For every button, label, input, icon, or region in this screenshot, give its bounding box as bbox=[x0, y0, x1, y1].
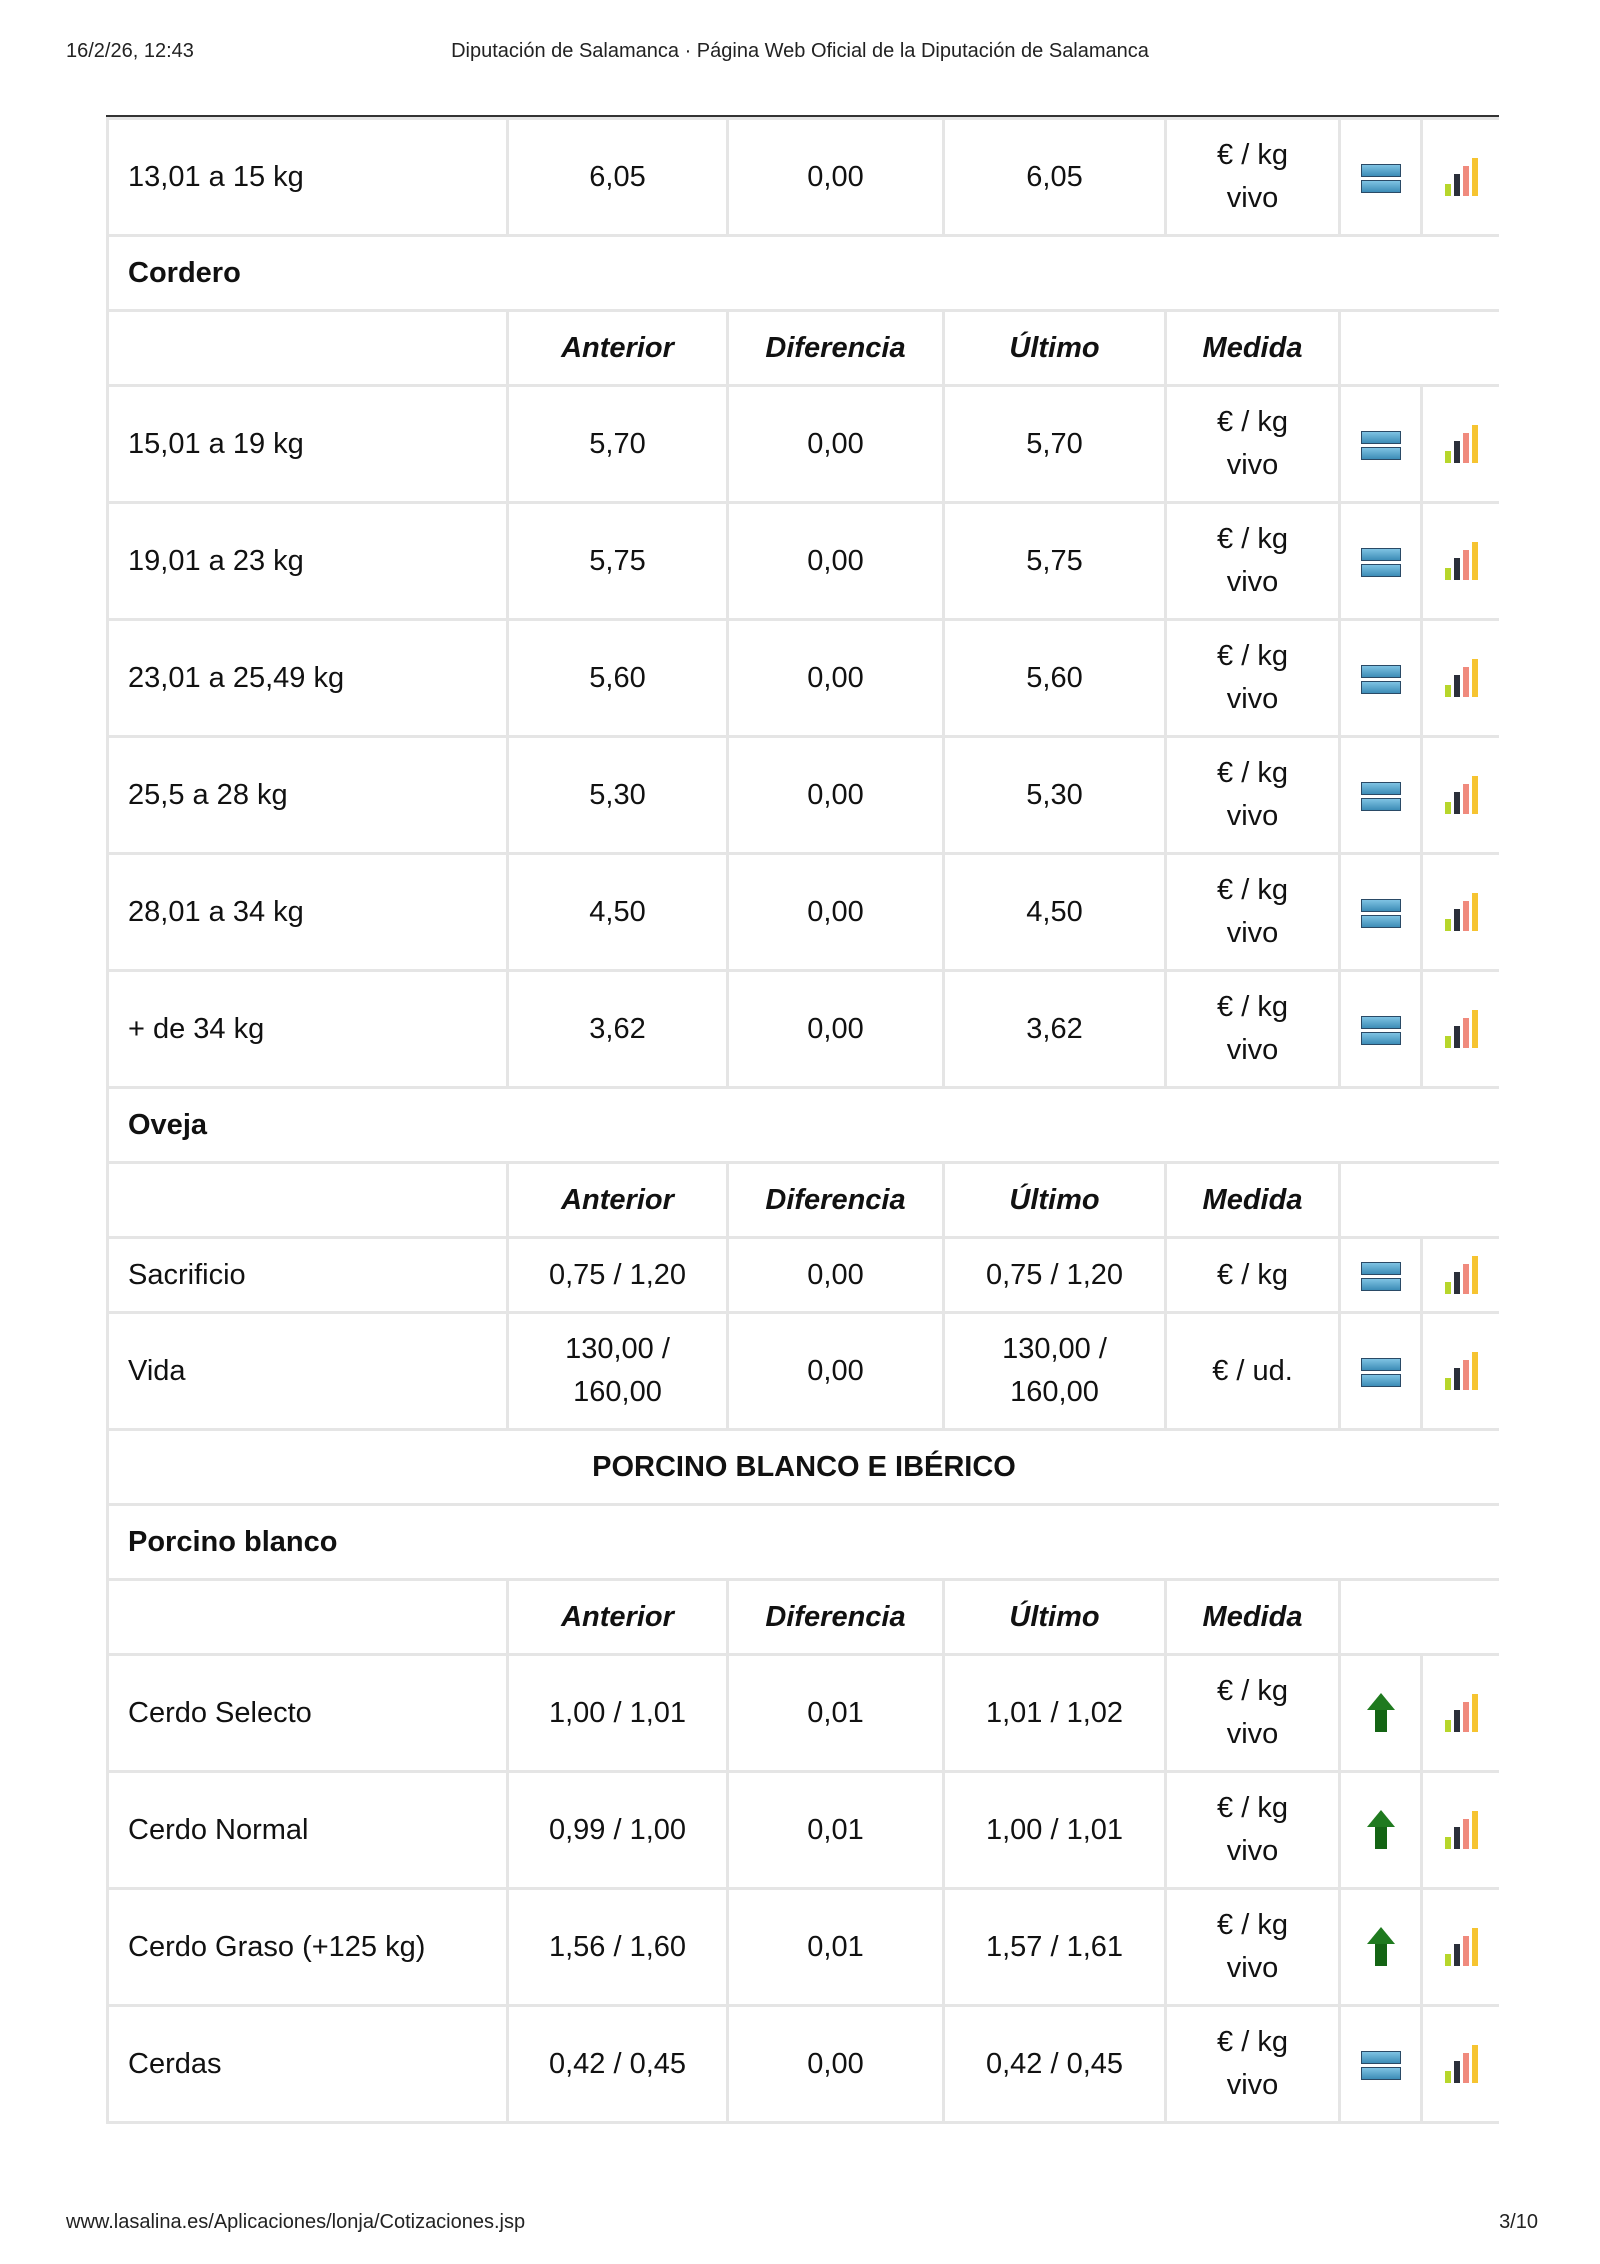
header-ultimo: Último bbox=[944, 1580, 1166, 1655]
equal-icon bbox=[1361, 782, 1401, 810]
ultimo-cell: 1,57 / 1,61 bbox=[944, 1889, 1166, 2006]
trend-up-arrow-icon bbox=[1367, 1693, 1395, 1733]
table-row bbox=[108, 1655, 1500, 1772]
header-diferencia: Diferencia bbox=[728, 311, 944, 386]
ultimo-cell: 0,42 / 0,45 bbox=[944, 2006, 1166, 2123]
diferencia-cell: 0,01 bbox=[728, 1772, 944, 1889]
trend-up-arrow-icon bbox=[1367, 1810, 1395, 1850]
trend-cell bbox=[1340, 503, 1422, 620]
medida-cell: € / kg vivo bbox=[1166, 503, 1340, 620]
product-cell: Cerdo Normal bbox=[108, 1772, 508, 1889]
print-footer bbox=[0, 2211, 1600, 2241]
equal-icon bbox=[1361, 1358, 1401, 1386]
medida-cell: € / kg vivo bbox=[1166, 971, 1340, 1088]
anterior-cell: 0,42 / 0,45 bbox=[508, 2006, 728, 2123]
anterior-cell: 4,50 bbox=[508, 854, 728, 971]
header-anterior: Anterior bbox=[508, 1163, 728, 1238]
column-header-row bbox=[108, 311, 1500, 386]
trend-cell bbox=[1340, 620, 1422, 737]
anterior-cell: 5,70 bbox=[508, 386, 728, 503]
product-cell: 19,01 a 23 kg bbox=[108, 503, 508, 620]
print-header bbox=[0, 40, 1600, 70]
medida-cell: € / kg vivo bbox=[1166, 1772, 1340, 1889]
anterior-cell: 3,62 bbox=[508, 971, 728, 1088]
header-diferencia: Diferencia bbox=[728, 1163, 944, 1238]
diferencia-cell: 0,00 bbox=[728, 737, 944, 854]
category-row-porcino-blanco bbox=[108, 1505, 1500, 1580]
anterior-cell: 5,30 bbox=[508, 737, 728, 854]
chart-cell[interactable] bbox=[1422, 1238, 1500, 1313]
diferencia-cell: 0,00 bbox=[728, 1238, 944, 1313]
equal-icon bbox=[1361, 548, 1401, 576]
header-medida: Medida bbox=[1166, 1163, 1340, 1238]
anterior-cell: 1,00 / 1,01 bbox=[508, 1655, 728, 1772]
chart-cell[interactable] bbox=[1422, 971, 1500, 1088]
chart-cell[interactable] bbox=[1422, 2006, 1500, 2123]
ultimo-cell: 5,30 bbox=[944, 737, 1166, 854]
trend-cell bbox=[1340, 1655, 1422, 1772]
chart-cell[interactable] bbox=[1422, 386, 1500, 503]
medida-cell: € / kg vivo bbox=[1166, 620, 1340, 737]
ultimo-cell: 4,50 bbox=[944, 854, 1166, 971]
anterior-cell: 0,99 / 1,00 bbox=[508, 1772, 728, 1889]
product-cell: 25,5 a 28 kg bbox=[108, 737, 508, 854]
diferencia-cell: 0,00 bbox=[728, 620, 944, 737]
cotizaciones-table bbox=[106, 117, 1499, 2124]
anterior-cell: 130,00 / 160,00 bbox=[508, 1313, 728, 1430]
print-url: www.lasalina.es/Aplicaciones/lonja/Cotizaciones.jsp bbox=[66, 2211, 526, 2233]
ultimo-cell: 5,70 bbox=[944, 386, 1166, 503]
print-datetime: 16/2/26, 12:43 bbox=[66, 40, 194, 62]
ultimo-cell: 130,00 / 160,00 bbox=[944, 1313, 1166, 1430]
product-cell: 13,01 a 15 kg bbox=[108, 119, 508, 236]
header-medida: Medida bbox=[1166, 311, 1340, 386]
trend-cell bbox=[1340, 737, 1422, 854]
medida-cell: € / kg vivo bbox=[1166, 2006, 1340, 2123]
ultimo-cell: 5,60 bbox=[944, 620, 1166, 737]
cotizaciones-sheet bbox=[106, 117, 1499, 2183]
column-header-row bbox=[108, 1163, 1500, 1238]
table-row bbox=[108, 119, 1500, 236]
trend-up-arrow-icon bbox=[1367, 1927, 1395, 1967]
anterior-cell: 5,60 bbox=[508, 620, 728, 737]
section-row bbox=[108, 1430, 1500, 1505]
table-row bbox=[108, 737, 1500, 854]
chart-cell[interactable] bbox=[1422, 1772, 1500, 1889]
table-row bbox=[108, 1889, 1500, 2006]
chart-cell[interactable] bbox=[1422, 1889, 1500, 2006]
product-cell: Cerdo Selecto bbox=[108, 1655, 508, 1772]
trend-cell bbox=[1340, 971, 1422, 1088]
bar-chart-icon[interactable] bbox=[1445, 659, 1478, 697]
bar-chart-icon[interactable] bbox=[1445, 1010, 1478, 1048]
equal-icon bbox=[1361, 431, 1401, 459]
table-row bbox=[108, 971, 1500, 1088]
table-row bbox=[108, 1238, 1500, 1313]
medida-cell: € / kg vivo bbox=[1166, 1889, 1340, 2006]
trend-cell bbox=[1340, 1889, 1422, 2006]
table-row bbox=[108, 620, 1500, 737]
equal-icon bbox=[1361, 665, 1401, 693]
table-row bbox=[108, 503, 1500, 620]
table-row bbox=[108, 2006, 1500, 2123]
diferencia-cell: 0,00 bbox=[728, 971, 944, 1088]
medida-cell: € / kg vivo bbox=[1166, 737, 1340, 854]
anterior-cell: 1,56 / 1,60 bbox=[508, 1889, 728, 2006]
bar-chart-icon[interactable] bbox=[1445, 1811, 1478, 1849]
table-row bbox=[108, 854, 1500, 971]
product-cell: Cerdas bbox=[108, 2006, 508, 2123]
bar-chart-icon[interactable] bbox=[1445, 542, 1478, 580]
bar-chart-icon[interactable] bbox=[1445, 1928, 1478, 1966]
header-ultimo: Último bbox=[944, 1163, 1166, 1238]
chart-cell[interactable] bbox=[1422, 503, 1500, 620]
medida-cell: € / kg vivo bbox=[1166, 386, 1340, 503]
header-ultimo: Último bbox=[944, 311, 1166, 386]
table-row bbox=[108, 1313, 1500, 1430]
medida-cell: € / kg vivo bbox=[1166, 1655, 1340, 1772]
anterior-cell: 6,05 bbox=[508, 119, 728, 236]
section-title: PORCINO BLANCO E IBÉRICO bbox=[108, 1430, 1500, 1505]
product-cell: + de 34 kg bbox=[108, 971, 508, 1088]
medida-cell: € / kg vivo bbox=[1166, 854, 1340, 971]
trend-cell bbox=[1340, 1772, 1422, 1889]
equal-icon bbox=[1361, 164, 1401, 192]
ultimo-cell: 5,75 bbox=[944, 503, 1166, 620]
header-anterior: Anterior bbox=[508, 311, 728, 386]
medida-cell: € / ud. bbox=[1166, 1313, 1340, 1430]
anterior-cell: 0,75 / 1,20 bbox=[508, 1238, 728, 1313]
chart-cell[interactable] bbox=[1422, 620, 1500, 737]
category-row-oveja bbox=[108, 1088, 1500, 1163]
ultimo-cell: 3,62 bbox=[944, 971, 1166, 1088]
category-title: Porcino blanco bbox=[108, 1505, 1500, 1580]
trend-cell bbox=[1340, 386, 1422, 503]
product-cell: Vida bbox=[108, 1313, 508, 1430]
diferencia-cell: 0,00 bbox=[728, 119, 944, 236]
product-cell: Sacrificio bbox=[108, 1238, 508, 1313]
diferencia-cell: 0,00 bbox=[728, 854, 944, 971]
diferencia-cell: 0,00 bbox=[728, 1313, 944, 1430]
header-medida: Medida bbox=[1166, 1580, 1340, 1655]
diferencia-cell: 0,01 bbox=[728, 1655, 944, 1772]
product-cell: 23,01 a 25,49 kg bbox=[108, 620, 508, 737]
chart-cell[interactable] bbox=[1422, 119, 1500, 236]
product-cell: 28,01 a 34 kg bbox=[108, 854, 508, 971]
bar-chart-icon[interactable] bbox=[1445, 1694, 1478, 1732]
table-row bbox=[108, 1772, 1500, 1889]
product-cell: Cerdo Graso (+125 kg) bbox=[108, 1889, 508, 2006]
equal-icon bbox=[1361, 2051, 1401, 2079]
diferencia-cell: 0,00 bbox=[728, 2006, 944, 2123]
category-title: Oveja bbox=[108, 1088, 1500, 1163]
bar-chart-icon[interactable] bbox=[1445, 2045, 1478, 2083]
page-number: 3/10 bbox=[1499, 2211, 1538, 2233]
equal-icon bbox=[1361, 1262, 1401, 1290]
medida-cell: € / kg vivo bbox=[1166, 119, 1340, 236]
equal-icon bbox=[1361, 1016, 1401, 1044]
equal-icon bbox=[1361, 899, 1401, 927]
ultimo-cell: 0,75 / 1,20 bbox=[944, 1238, 1166, 1313]
chart-cell[interactable] bbox=[1422, 854, 1500, 971]
bar-chart-icon[interactable] bbox=[1445, 776, 1478, 814]
trend-cell bbox=[1340, 1238, 1422, 1313]
bar-chart-icon[interactable] bbox=[1445, 158, 1478, 196]
trend-cell bbox=[1340, 1313, 1422, 1430]
trend-cell bbox=[1340, 854, 1422, 971]
bar-chart-icon[interactable] bbox=[1445, 1352, 1478, 1390]
chart-cell[interactable] bbox=[1422, 1313, 1500, 1430]
print-page-title: Diputación de Salamanca · Página Web Oficial de la Diputación de Salamanca bbox=[451, 40, 1149, 62]
chart-cell[interactable] bbox=[1422, 1655, 1500, 1772]
table-row bbox=[108, 386, 1500, 503]
header-diferencia: Diferencia bbox=[728, 1580, 944, 1655]
chart-cell[interactable] bbox=[1422, 737, 1500, 854]
trend-cell bbox=[1340, 2006, 1422, 2123]
trend-cell bbox=[1340, 119, 1422, 236]
column-header-row bbox=[108, 1580, 1500, 1655]
medida-cell: € / kg bbox=[1166, 1238, 1340, 1313]
diferencia-cell: 0,00 bbox=[728, 386, 944, 503]
diferencia-cell: 0,01 bbox=[728, 1889, 944, 2006]
ultimo-cell: 1,01 / 1,02 bbox=[944, 1655, 1166, 1772]
bar-chart-icon[interactable] bbox=[1445, 893, 1478, 931]
category-title: Cordero bbox=[108, 236, 1500, 311]
header-anterior: Anterior bbox=[508, 1580, 728, 1655]
bar-chart-icon[interactable] bbox=[1445, 425, 1478, 463]
ultimo-cell: 6,05 bbox=[944, 119, 1166, 236]
ultimo-cell: 1,00 / 1,01 bbox=[944, 1772, 1166, 1889]
product-cell: 15,01 a 19 kg bbox=[108, 386, 508, 503]
category-row-cordero bbox=[108, 236, 1500, 311]
bar-chart-icon[interactable] bbox=[1445, 1256, 1478, 1294]
diferencia-cell: 0,00 bbox=[728, 503, 944, 620]
anterior-cell: 5,75 bbox=[508, 503, 728, 620]
